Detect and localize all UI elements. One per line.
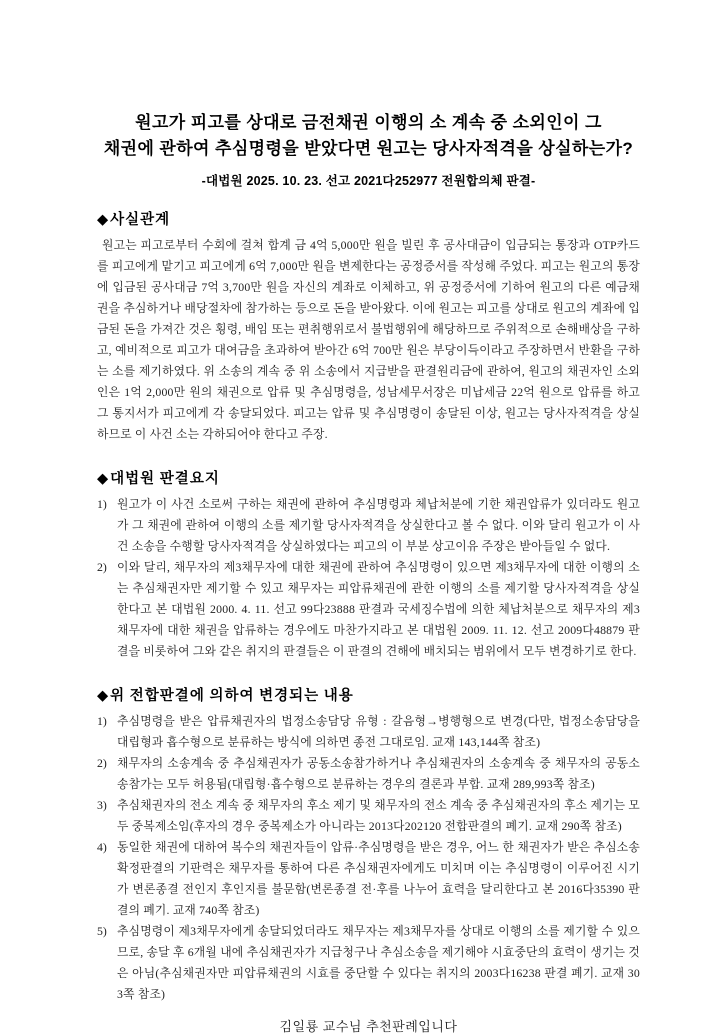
section-changes <box>97 686 640 1005</box>
diamond-bullet-icon: ◆ <box>97 688 110 704</box>
section-heading-holding-label: 대법원 판결요지 <box>110 471 220 487</box>
section-heading-holding <box>97 469 640 489</box>
list-item-number: 1) <box>97 714 107 728</box>
changes-item <box>97 753 640 795</box>
changes-item <box>97 921 640 1005</box>
holding-item <box>97 557 640 662</box>
section-heading-changes <box>97 686 640 706</box>
list-item-text: 이와 달리, 채무자의 제3채무자에 대한 채권에 관하여 추심명령이 있으면 제3채무자에 대한 이행의 소는 추심채권자만 제기할 수 있고 채무자는 피압류채권에 관한 이행의 소를 제기할 당사자적격을 상실한다고 본 대법원 2000. 4. 11. 선고 99다23888 판결과 국세징수법에 의한 체납처분으로 채무자의 제3채무자에 대한 채권을 압류하는 경우에도 마찬가지라고 본 대법원 2009. 11. 12. 선고 2009다48879 판결을 비롯하여 그와 같은 취지의 판결들은 이 판결의 견해에 배치되는 범위에서 모두 변경하기로 한다. <box>117 560 640 658</box>
list-item-text: 원고가 이 사건 소로써 구하는 채권에 관하여 추심명령과 체납처분에 기한 채권압류가 있더라도 원고가 그 채권에 관하여 이행의 소를 제기할 당사자적격을 상실한다고 볼 수 없다. 이와 달리 원고가 이 사건 소송을 수행할 당사자적격을 상실하였다는 피고의 이 부분 상고이유 주장은 받아들일 수 없다. <box>117 497 640 553</box>
case-citation: -대법원 2025. 10. 23. 선고 2021다252977 전원합의체 판결- <box>201 174 536 188</box>
holding-item <box>97 494 640 557</box>
list-item-text: 추심명령이 제3채무자에게 송달되었더라도 채무자는 제3채무자를 상대로 이행의 소를 제기할 수 있으므로, 송달 후 6개월 내에 추심채권자가 지급청구나 추심소송을 제기해야 시효중단의 효력이 생기는 것은 아님(추심채권자만 피압류채권의 시효를 중단할 수 있다는 취지의 2003다16238 판결 폐기. 교재 303쪽 참조) <box>117 924 640 1001</box>
section-heading-changes-label: 위 전합판결에 의하여 변경되는 내용 <box>110 688 354 704</box>
diamond-bullet-icon: ◆ <box>97 471 110 487</box>
diamond-bullet-icon: ◆ <box>97 212 110 228</box>
footer-note: 김일룡 교수님 추천판례입니다 <box>279 1019 458 1034</box>
list-item-text: 추심명령을 받은 압류채권자의 법정소송담당 유형 : 갈음형→병행형으로 변경(다만, 법정소송담당을 대립형과 흡수형으로 분류하는 방식에 의하면 종전 그대로임. 교재 143,144쪽 참조) <box>117 714 640 749</box>
list-item-number: 2) <box>97 756 107 770</box>
list-item-number: 5) <box>97 924 107 938</box>
list-item-number: 4) <box>97 840 107 854</box>
section-heading-facts-label: 사실관계 <box>110 212 171 228</box>
changes-item <box>97 795 640 837</box>
section-holding <box>97 469 640 662</box>
list-item-number: 1) <box>97 497 107 511</box>
page-title-line-2: 채권에 관하여 추심명령을 받았다면 원고는 당사자적격을 상실하는가? <box>103 139 634 158</box>
list-item-number: 3) <box>97 798 107 812</box>
list-item-text: 추심채권자의 전소 계속 중 채무자의 후소 제기 및 채무자의 전소 계속 중 추심채권자의 후소 제기는 모두 중복제소임(후자의 경우 중복제소가 아니라는 2013다202120 전합판결의 폐기. 교재 290쪽 참조) <box>117 798 640 833</box>
changes-item <box>97 711 640 753</box>
list-item-text: 채무자의 소송계속 중 추심채권자가 공동소송참가하거나 추심채권자의 소송계속 중 채무자의 공동소송참가는 모두 허용됨(대립형·흡수형으로 분류하는 경우의 결론과 부합. 교재 289,993쪽 참조) <box>117 756 640 791</box>
section-heading-facts <box>97 210 640 230</box>
page-title <box>97 110 640 162</box>
list-item-text: 동일한 채권에 대하여 복수의 채권자들이 압류·추심명령을 받은 경우, 어느 한 채권자가 받은 추심소송 확정판결의 기판력은 채무자를 통하여 다른 추심채권자에게도 미치며 이는 추심명령이 이루어진 시기가 변론종결 전인지 후인지를 불문함(변론종결 전·후를 나누어 효력을 달리한다고 본 2016다35390 판결의 폐기. 교재 740쪽 참조) <box>117 840 640 917</box>
page-title-line-1: 원고가 피고를 상대로 금전채권 이행의 소 계속 중 소외인이 그 <box>135 113 602 132</box>
document-header <box>97 110 640 189</box>
section-facts <box>97 210 640 445</box>
list-item-number: 2) <box>97 560 107 574</box>
facts-paragraph: 원고는 피고로부터 수회에 걸쳐 합계 금 4억 5,000만 원을 빌린 후 공사대금이 입금되는 통장과 OTP카드를 피고에게 맡기고 피고에게 6억 7,000만 원을 변제한다는 공정증서를 작성해 주었다. 피고는 원고의 통장에 입금된 공사대금 7억 3,700만 원을 자신의 계좌로 이체하고, 위 공정증서에 기하여 원고의 다른 예금채권을 추심하거나 배당절차에 참가하는 등으로 돈을 받아왔다. 이에 원고는 피고를 상대로 원고의 계좌에 입금된 돈을 가져간 것은 횡령, 배임 또는 편취행위로서 불법행위에 해당하므로 주위적으로 손해배상을 구하고, 예비적으로 피고가 대여금을 초과하여 받아간 6억 700만 원은 부당이득이라고 주장하면서 반환을 구하는 소를 제기하였다. 위 소송의 계속 중 위 소송에서 지급받을 판결원리금에 관하여, 원고의 채권자인 소외인은 1억 2,000만 원의 채권으로 압류 및 추심명령을, 성남세무서장은 미납세금 22억 원으로 압류를 하고 그 통지서가 피고에게 각 송달되었다. 피고는 압류 및 추심명령이 송달된 이상, 원고는 당사자적격을 상실하므로 이 사건 소는 각하되어야 한다고 주장. <box>97 238 640 441</box>
changes-item <box>97 837 640 921</box>
